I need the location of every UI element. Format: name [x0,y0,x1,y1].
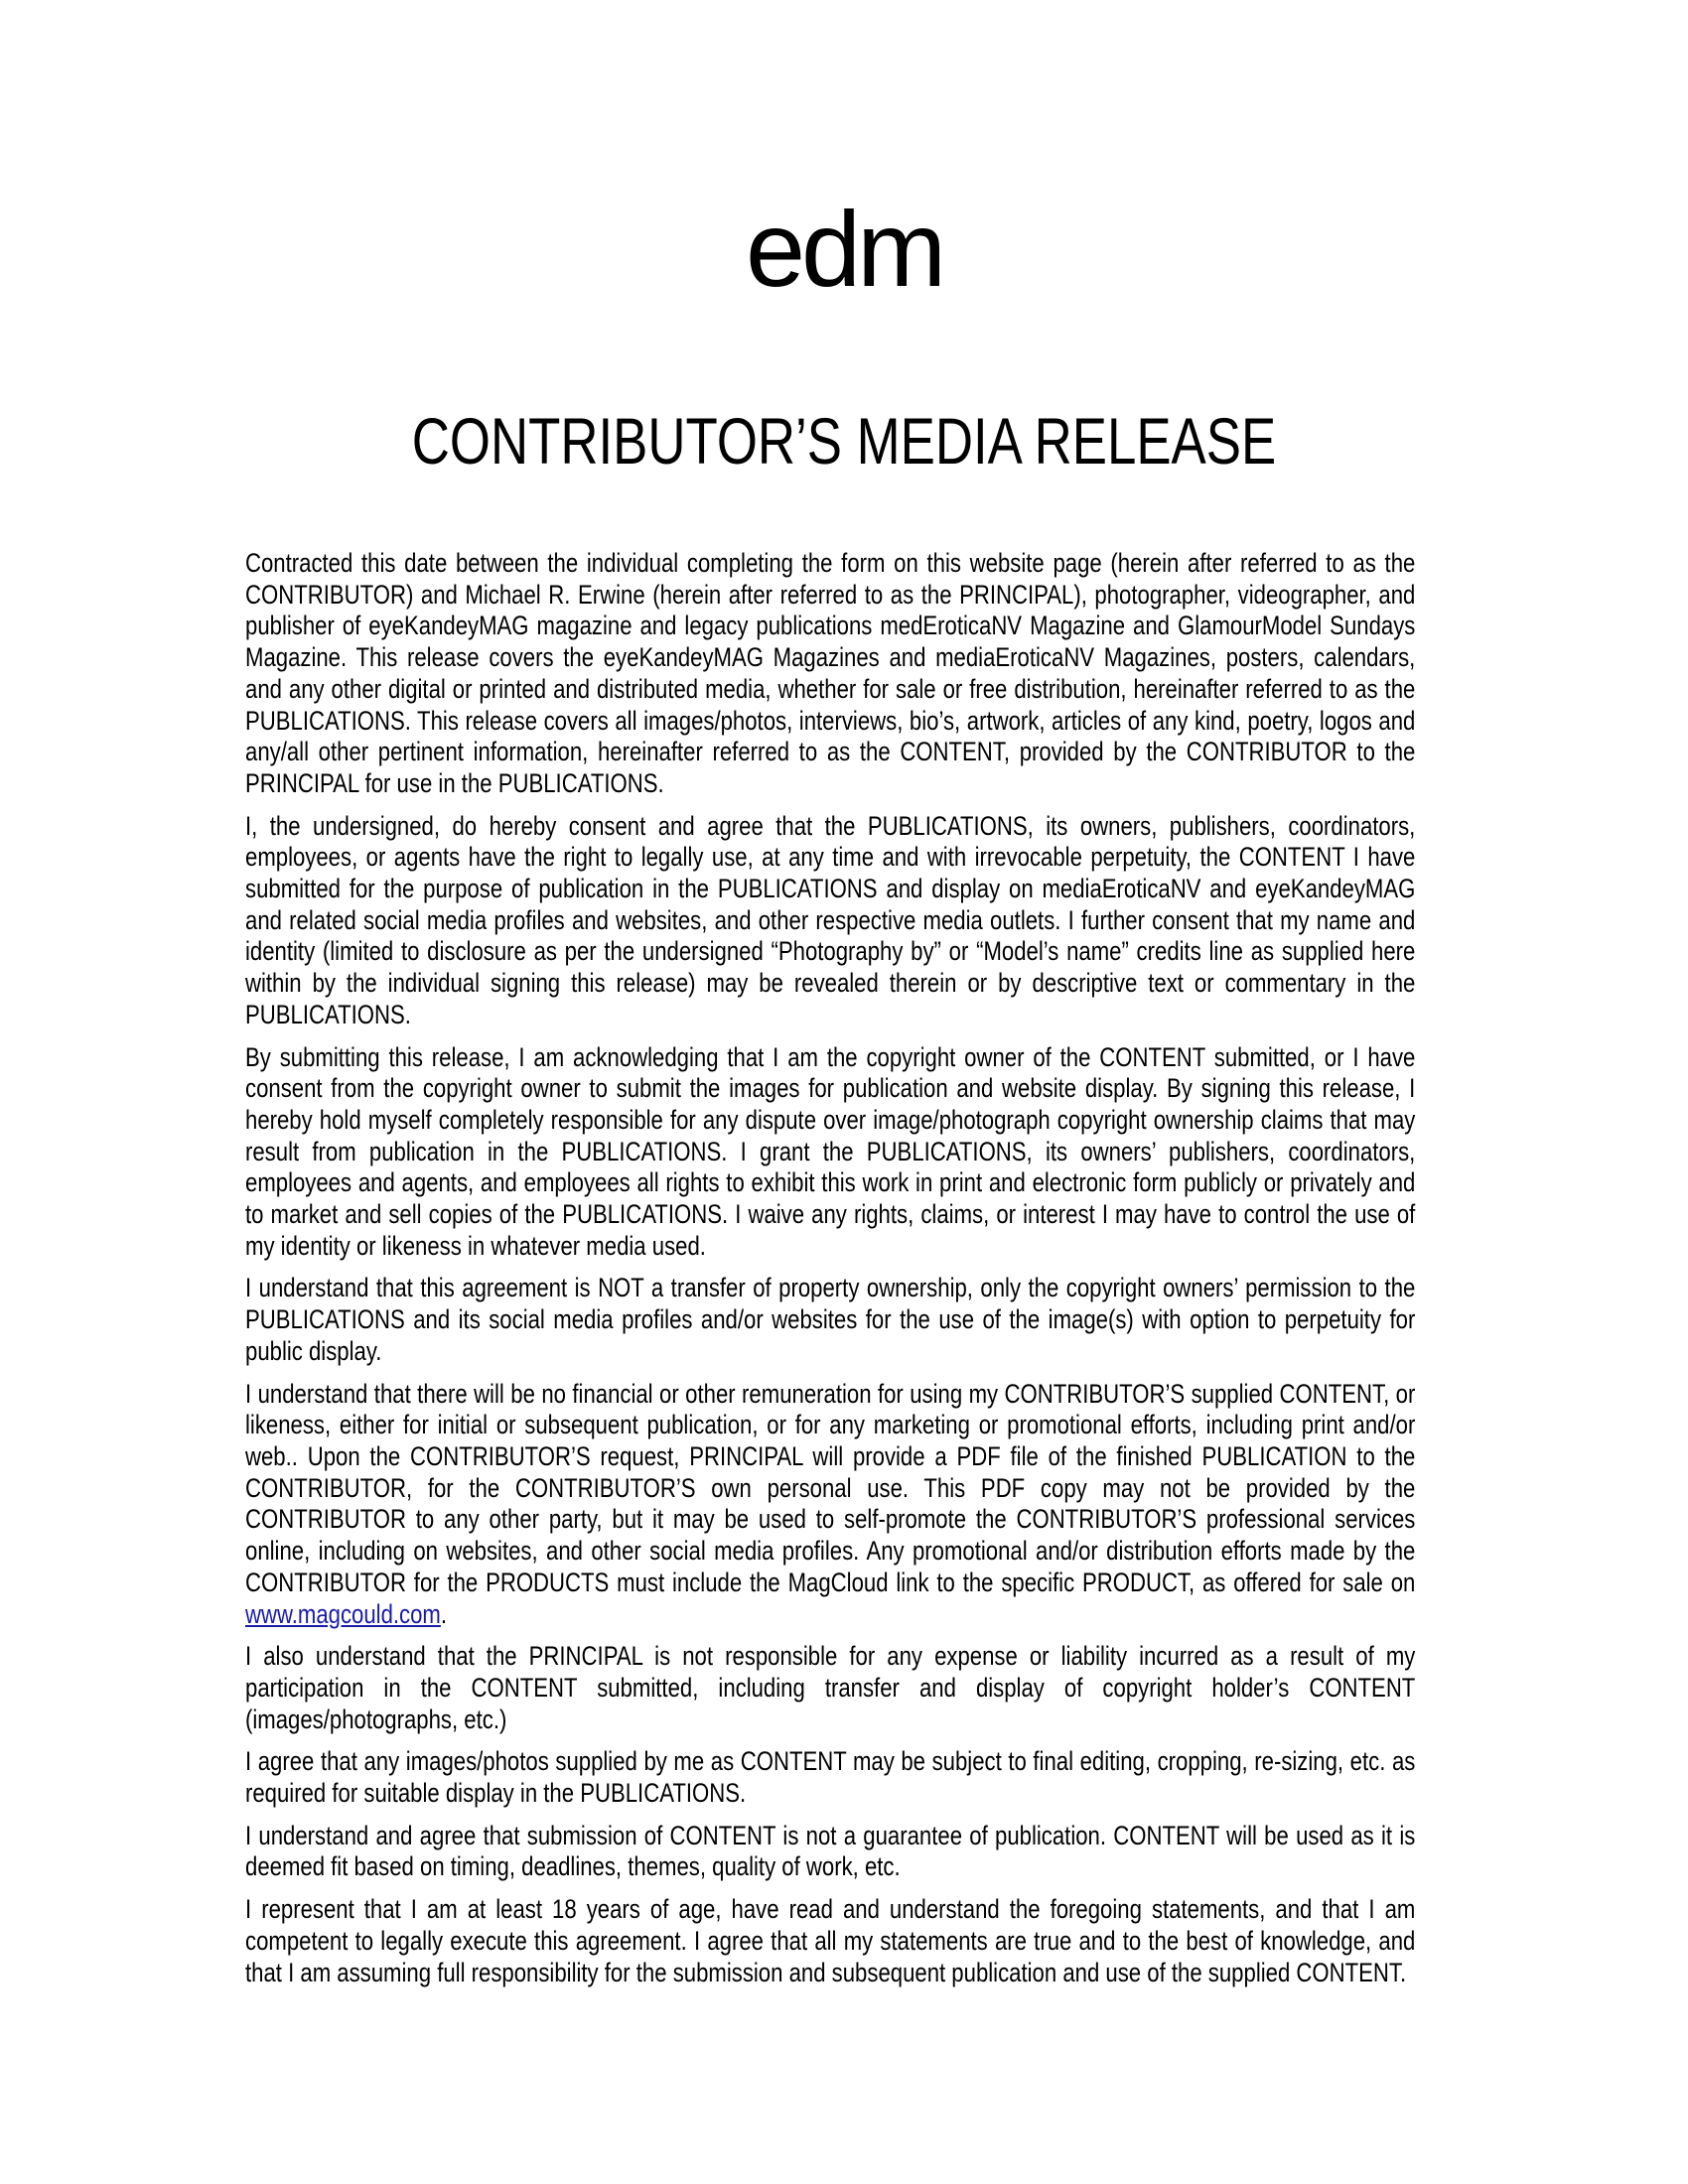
paragraph-ownership: I understand that this agreement is NOT a transfer of property ownership, only the copyright owners’ permission to the PUBLICATIONS and its social media profiles and/or websites for the use of the image(s) with option to perpetuity for public display. [245,1273,1416,1366]
edm-logo: edm [745,189,943,309]
link-period: . [440,1598,448,1629]
paragraph-no-guarantee: I understand and agree that submission of CONTENT is not a guarantee of publication. CONTENT will be used as it is deemed fit based on timing, deadlines, themes, quality of work, etc. [245,1820,1416,1882]
paragraph-contract: Contracted this date between the individual completing the form on this website page (herein after referred to as the CONTRIBUTOR) and Michael R. Erwine (herein after referred to as the PRINCIPAL), photographer, videographer, and publisher of eyeKandeyMAG magazine and legacy publications medEroticaNV Magazine and GlamourModel Sundays Magazine. This release covers the eyeKandeyMAG Magazines and mediaEroticaNV Magazines, posters, calendars, and any other digital or printed and distributed media, whether for sale or free distribution, hereinafter referred to as the PUBLICATIONS. This release covers all images/photos, interviews, bio’s, artwork, articles of any kind, poetry, logos and any/all other pertinent information, hereinafter referred to as the CONTENT, provided by the CONTRIBUTOR to the PRINCIPAL for use in the PUBLICATIONS. [245,548,1416,798]
paragraph-remuneration-text: I understand that there will be no financial or other remuneration for using my CONTRIBUTOR’S supplied CONTENT, or likeness, either for initial or subsequent publication, or for any marketing or promotional efforts, including print and/or web.. Upon the CONTRIBUTOR’S request, PRINCIPAL will provide a PDF file of the finished PUBLICATION to the CONTRIBUTOR, for the CONTRIBUTOR’S own personal use. This PDF copy may not be provided by the CONTRIBUTOR to any other party, but it may be used to self-promote the CONTRIBUTOR’S professional services online, including on websites, and other social media profiles. Any promotional and/or distribution efforts made by the CONTRIBUTOR for the PRODUCTS must include the MagCloud link to the specific PRODUCT, as offered for sale on [245,1378,1416,1597]
magcloud-link[interactable]: www.magcould.com [245,1598,441,1629]
paragraph-liability: I also understand that the PRINCIPAL is not responsible for any expense or liability incurred as a result of my participation in the CONTENT submitted, including transfer and display of copyright holder’s CONTENT (images/photographs, etc.) [245,1641,1416,1734]
release-body [245,548,1415,1999]
paragraph-copyright: By submitting this release, I am acknowledging that I am the copyright owner of the CONTENT submitted, or I have consent from the copyright owner to submit the images for publication and website display. By signing this release, I hereby hold myself completely responsible for any dispute over image/photograph copyright ownership claims that may result from publication in the PUBLICATIONS. I grant the PUBLICATIONS, its owners’ publishers, coordinators, employees and agents, and employees all rights to exhibit this work in print and electronic form publicly or privately and to market and sell copies of the PUBLICATIONS. I waive any rights, claims, or interest I may have to control the use of my identity or likeness in whatever media used. [245,1041,1416,1261]
paragraph-remuneration [245,1379,1415,1631]
paragraph-editing: I agree that any images/photos supplied by me as CONTENT may be subject to final editing, cropping, re-sizing, etc. as required for suitable display in the PUBLICATIONS. [245,1746,1416,1809]
page-title: CONTRIBUTOR’S MEDIA RELEASE [411,404,1277,478]
paragraph-age-representation: I represent that I am at least 18 years of age, have read and understand the foregoing statements, and that I am competent to legally execute this agreement. I agree that all my statements are true and to the best of knowledge, and that I am assuming full responsibility for the submission and subsequent publication and use of the supplied CONTENT. [245,1894,1416,1987]
title-container [0,405,1688,477]
paragraph-consent: I, the undersigned, do hereby consent and agree that the PUBLICATIONS, its owners, publishers, coordinators, employees, or agents have the right to legally use, at any time and with irrevocable perpetuity, the CONTENT I have submitted for the purpose of publication in the PUBLICATIONS and display on mediaEroticaNV and eyeKandeyMAG and related social media profiles and websites, and other respective media outlets. I further consent that my name and identity (limited to disclosure as per the undersigned “Photography by” or “Model’s name” credits line as supplied here within by the individual signing this release) may be revealed therein or by descriptive text or commentary in the PUBLICATIONS. [245,810,1416,1029]
